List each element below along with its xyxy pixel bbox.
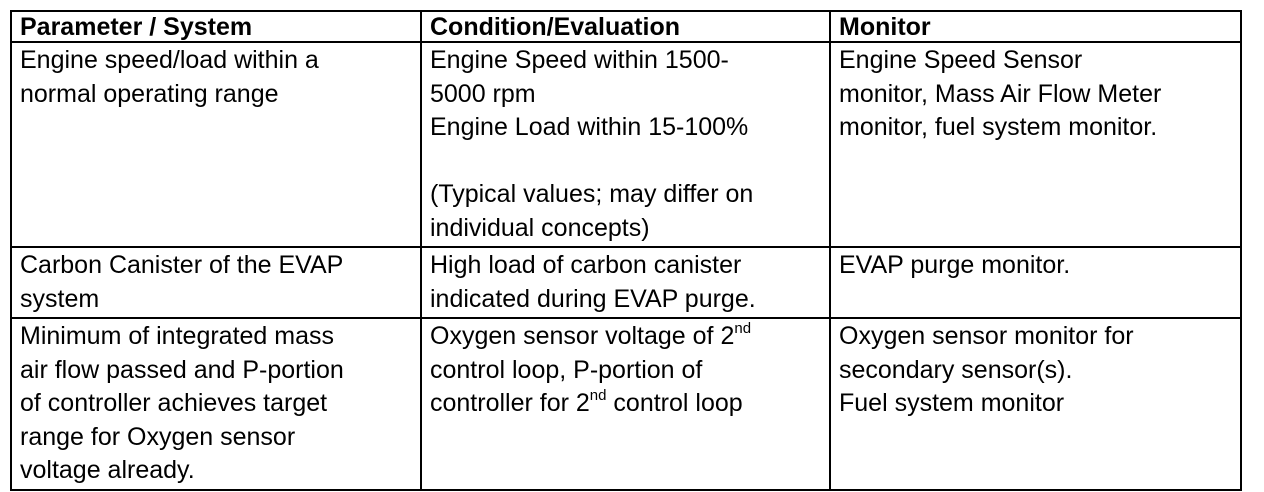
- cell-text-line: Fuel system monitor: [839, 389, 1065, 417]
- blank-line: [430, 145, 821, 179]
- cell-text-line: [430, 320, 821, 354]
- cell-text-line: Engine Load within 15-100%: [430, 113, 749, 141]
- cell-condition: [421, 247, 830, 318]
- cell-text-line: Engine Speed Sensor: [839, 46, 1083, 74]
- cell-parameter: [11, 318, 421, 490]
- superscript: nd: [734, 320, 752, 337]
- text-segment: control loop: [606, 389, 743, 417]
- cell-text-line: secondary sensor(s).: [839, 355, 1073, 384]
- cell-text-line: voltage already.: [20, 456, 195, 484]
- header-parameter-system: Parameter / System: [11, 11, 421, 42]
- text-segment: Oxygen sensor voltage of 2: [430, 322, 735, 350]
- cell-text-line: Engine speed/load within a: [20, 46, 319, 74]
- cell-condition: [421, 42, 830, 247]
- text-segment: controller for 2: [430, 389, 590, 417]
- cell-text-line: Engine Speed within 1500-: [430, 46, 729, 74]
- table-row: [11, 247, 1241, 318]
- cell-text-line: monitor, fuel system monitor.: [839, 113, 1158, 141]
- cell-text-line: Oxygen sensor monitor for: [839, 322, 1134, 350]
- cell-text-line: Minimum of integrated mass: [20, 322, 335, 350]
- cell-text-line: [430, 387, 821, 421]
- cell-text-line: individual concepts): [430, 213, 650, 242]
- cell-text-line: (Typical values; may differ on: [430, 180, 754, 208]
- superscript: nd: [589, 387, 607, 404]
- cell-text-line: of controller achieves target: [20, 389, 328, 417]
- cell-text-line: normal operating range: [20, 79, 279, 108]
- cell-text-line: 5000 rpm: [430, 79, 536, 108]
- header-condition-evaluation: Condition/Evaluation: [421, 11, 830, 42]
- cell-text-line: Carbon Canister of the EVAP: [20, 251, 344, 279]
- cell-text-line: indicated during EVAP purge.: [430, 284, 756, 313]
- header-monitor: Monitor: [830, 11, 1241, 42]
- cell-text-line: range for Oxygen sensor: [20, 422, 296, 451]
- table-header-row: [11, 11, 1241, 42]
- table-row: [11, 42, 1241, 247]
- cell-parameter: [11, 247, 421, 318]
- cell-monitor: [830, 318, 1241, 490]
- cell-monitor: [830, 247, 1241, 318]
- cell-text-line: High load of carbon canister: [430, 251, 742, 279]
- cell-text-line: system: [20, 284, 100, 313]
- cell-text-line: monitor, Mass Air Flow Meter: [839, 79, 1162, 108]
- cell-condition: [421, 318, 830, 490]
- cell-parameter: [11, 42, 421, 247]
- cell-monitor: [830, 42, 1241, 247]
- cell-text-line: EVAP purge monitor.: [839, 251, 1071, 279]
- conditions-table: [10, 10, 1242, 491]
- table-row: [11, 318, 1241, 490]
- cell-text-line: control loop, P-portion of: [430, 355, 703, 384]
- cell-text-line: air flow passed and P-portion: [20, 355, 344, 384]
